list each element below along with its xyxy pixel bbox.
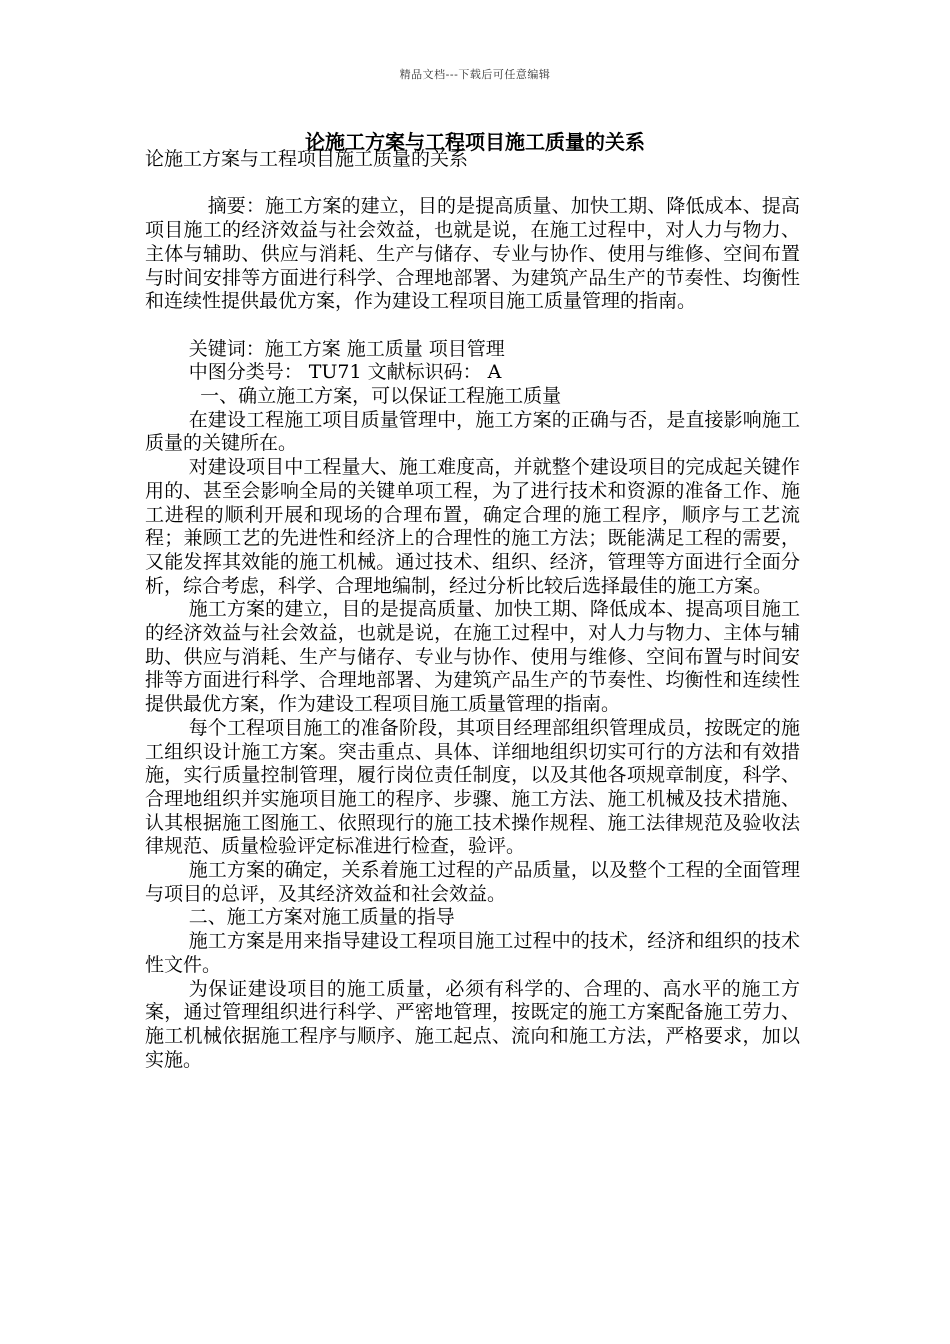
keywords-line: 关键词：施工方案 施工质量 项目管理 xyxy=(188,337,505,360)
body-paragraph: 为保证建设项目的施工质量，必须有科学的、合理的、高水平的施工方案，通过管理组织进行科学、严密地管理，按既定的施工方案配备施工劳力、施工机械依据施工程序与顺序、施工起点、流向和施工方法，严格要求，加以实施。 xyxy=(145,977,800,1071)
body-paragraph: 施工方案的建立，目的是提高质量、加快工期、降低成本、提高项目施工的经济效益与社会效益，也就是说，在施工过程中，对人力与物力、主体与辅助、供应与消耗、生产与储存、专业与协作、使用与维修、空间布置与时间安排等方面进行科学、合理地部署、为建筑产品生产的节奏性、均衡性和连续性提供最优方案，作为建设工程项目施工质量管理的指南。 xyxy=(145,598,800,716)
body-paragraph: 施工方案是用来指导建设工程项目施工过程中的技术，经济和组织的技术性文件。 xyxy=(145,930,800,976)
body-paragraph: 对建设项目中工程量大、施工难度高，并就整个建设项目的完成起关键作用的、甚至会影响全局的关键单项工程，为了进行技术和资源的准备工作、施工进程的顺利开展和现场的合理布置，确定合理的施工程序，顺序与工艺流程；兼顾工艺的先进性和经济上的合理性的施工方法；既能满足工程的需要，又能发挥其效能的施工机械。通过技术、组织、经济，管理等方面进行全面分析，综合考虑，科学、合理地编制，经过分析比较后选择最佳的施工方案。 xyxy=(145,456,800,597)
blank-line xyxy=(145,172,800,196)
document-title: 论施工方案与工程项目施工质量的关系 xyxy=(305,130,645,154)
abstract-paragraph: 摘要：施工方案的建立，目的是提高质量、加快工期、降低成本、提高项目施工的经济效益与社会效益，也就是说，在施工过程中，对人力与物力、主体与辅助、供应与消耗、生产与储存、专业与协作、使用与维修、空间布置与时间安排等方面进行科学、合理地部署、为建筑产品生产的节奏性、均衡性和连续性提供最优方案，作为建设工程项目施工质量管理的指南。 xyxy=(145,195,800,313)
classification-line: 中图分类号： TU71 文献标识码： A xyxy=(188,361,502,384)
header-note: 精品文档---下载后可任意编辑 xyxy=(399,68,551,81)
document-body xyxy=(145,148,800,1072)
section-2-heading: 二、施工方案对施工质量的指导 xyxy=(188,906,455,929)
section-1-heading: 一、确立施工方案，可以保证工程施工质量 xyxy=(200,385,562,407)
body-paragraph: 在建设工程施工项目质量管理中，施工方案的正确与否，是直接影响施工质量的关键所在。 xyxy=(145,408,800,455)
body-paragraph: 每个工程项目施工的准备阶段，其项目经理部组织管理成员，按既定的施工组织设计施工方案。突击重点、具体、详细地组织切实可行的方法和有效措施，实行质量控制管理，履行岗位责任制度，以及其他各项规章制度，科学、合理地组织并实施项目施工的程序、步骤、施工方法、施工机械及技术措施、认其根据施工图施工、依照现行的施工技术操作规程、施工法律规范及验收法律规范、质量检验评定标准进行检查，验评。 xyxy=(145,716,800,858)
blank-line xyxy=(145,314,800,338)
document-subtitle: 论施工方案与工程项目施工质量的关系 xyxy=(145,148,469,170)
body-paragraph: 施工方案的确定，关系着施工过程的产品质量，以及整个工程的全面管理与项目的总评，及其经济效益和社会效益。 xyxy=(145,859,800,905)
